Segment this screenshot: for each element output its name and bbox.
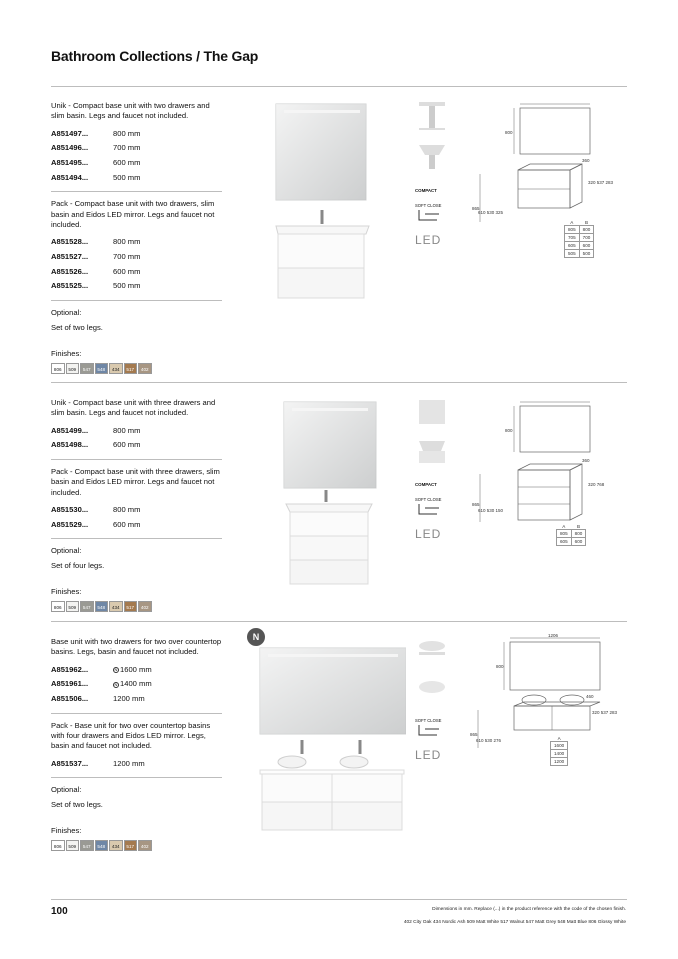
new-badge: N <box>247 628 265 646</box>
reference-row <box>51 250 222 265</box>
dimension-table-cell: 1400 <box>551 750 568 758</box>
drawer-4 <box>332 802 402 830</box>
led-strip <box>268 654 398 657</box>
finish-swatch: 509 <box>66 363 80 374</box>
finish-swatch: 548 <box>95 840 109 851</box>
finish-swatch: 402 <box>138 601 152 612</box>
divider <box>51 777 222 778</box>
reference-size: 1200 mm <box>113 758 145 768</box>
finish-swatch: 547 <box>80 840 94 851</box>
mirror-outline <box>520 108 590 154</box>
product-image-1 <box>264 98 404 308</box>
pack-description: Pack - Base unit for two over countertop basins with four drawers and Eidos LED mirror. Legs, basin and faucet not included. <box>51 720 211 751</box>
reference-row <box>51 424 222 439</box>
reference-row <box>51 518 222 533</box>
basin-front-icon <box>415 398 449 428</box>
reference-row <box>51 757 222 772</box>
basin-side-icon <box>415 141 449 173</box>
drawer-1 <box>290 512 368 536</box>
reference-code: A851498... <box>51 440 89 450</box>
feature-icons-3 <box>415 636 459 762</box>
reference-row <box>51 141 222 156</box>
divider <box>51 459 222 460</box>
new-mark-icon: N <box>114 681 118 687</box>
dimension-table-cell: 505 <box>565 250 580 258</box>
reference-code: A851499... <box>51 425 89 435</box>
footer-note: Dimensions in mm. Replace (...) in the product reference with the code of the chosen finish. <box>432 907 626 912</box>
finish-swatch: 509 <box>66 840 80 851</box>
optional-label: Optional: <box>51 785 82 795</box>
dimension-table-header: B <box>576 524 581 529</box>
dimension-table-grid <box>556 524 586 546</box>
reference-row <box>51 279 222 294</box>
dimension-table <box>564 220 604 268</box>
finishes-label: Finishes: <box>51 826 82 836</box>
product-text-2 <box>51 398 222 612</box>
mirror-outline <box>520 406 590 452</box>
mirror-shade <box>260 648 406 734</box>
finish-swatch: 402 <box>138 840 152 851</box>
reference-size: N 1600 mm <box>114 664 152 674</box>
compact-icon: COMPACT <box>415 188 437 193</box>
divider <box>51 538 222 539</box>
reference-size: 500 mm <box>113 281 141 291</box>
reference-row <box>51 235 222 250</box>
footer-finishes: 402 City Oak 434 Nordic Ash 509 Matt White 517 Walnut 547 Matt Grey 548 Matt Blue 806 Glossy White <box>403 920 626 925</box>
drawer-2 <box>290 536 368 560</box>
basin-left <box>278 756 306 768</box>
finish-swatch: 517 <box>124 363 138 374</box>
finish-swatch: 434 <box>109 601 123 612</box>
mirror-height-label: 800 <box>505 130 513 135</box>
reference-code: A851495... <box>51 158 89 167</box>
dimension-table-cell: 1200 <box>551 758 568 766</box>
mirror-shade <box>284 402 376 488</box>
height-label: 865 <box>470 732 478 737</box>
finish-swatch: 517 <box>124 601 138 612</box>
drawer-top <box>278 234 364 268</box>
divider <box>51 300 222 301</box>
feature-icons-1 <box>415 100 459 247</box>
finish-swatch: 548 <box>95 363 109 374</box>
reference-row <box>51 503 222 518</box>
dimension-table-cell: 800 <box>579 226 594 234</box>
depth-labels: 610 530 325 <box>478 210 504 215</box>
reference-row <box>51 438 222 453</box>
right-labels: 320 537 283 <box>592 710 618 715</box>
divider <box>51 713 222 714</box>
dimension-table-header: B <box>584 220 589 225</box>
reference-size: 700 mm <box>113 143 141 153</box>
basin-front-icon <box>415 636 449 666</box>
mirror-width-label: 1206 <box>548 633 559 638</box>
finish-swatch: 806 <box>51 601 65 612</box>
right-labels: 320 537 283 <box>588 180 614 185</box>
reference-row <box>51 171 222 186</box>
finish-swatch: 434 <box>109 840 123 851</box>
dimension-table-cell: 805 <box>565 226 580 234</box>
mirror-height-label: 800 <box>496 664 504 669</box>
dimension-table-cell: 600 <box>579 242 594 250</box>
drawer-3 <box>290 560 368 584</box>
drawer-2 <box>332 774 402 802</box>
drawer-icon <box>415 208 445 222</box>
cabinet-outline <box>518 470 570 520</box>
soft-close-icon: SOFT CLOSE <box>415 203 442 208</box>
soft-close-icon: SOFT CLOSE <box>415 497 442 502</box>
led-strip <box>284 110 360 113</box>
reference-size: 600 mm <box>113 519 141 529</box>
depth-labels: 610 530 276 <box>476 738 502 743</box>
reference-row <box>51 663 222 678</box>
feature-icons-2 <box>415 398 459 541</box>
drawer-1 <box>262 774 332 802</box>
reference-size: 600 mm <box>113 158 141 167</box>
reference-code: A851962... <box>51 664 89 674</box>
reference-list <box>51 127 222 185</box>
reference-size: 800 mm <box>113 237 141 247</box>
reference-size: N 1400 mm <box>114 679 152 689</box>
basin-side-icon <box>415 437 449 467</box>
optional-text: Set of four legs. <box>51 561 105 571</box>
pack-description: Pack - Compact base unit with three drawers, slim basin and Eidos LED mirror. Legs and faucet not included. <box>51 467 220 497</box>
footer-divider <box>51 899 627 900</box>
dimension-drawing-1 <box>470 98 630 268</box>
optional-text: Set of two legs. <box>51 322 103 332</box>
reference-code: A851525... <box>51 281 89 291</box>
led-icon: LED <box>415 233 442 247</box>
mirror-height-label: 800 <box>505 428 513 433</box>
reference-size: 700 mm <box>113 252 141 261</box>
depth-labels: 610 530 150 <box>478 508 504 513</box>
reference-code: A851496... <box>51 143 89 153</box>
product-description: Unik - Compact base unit with two drawers and slim basin. Legs and faucet not included. <box>51 101 210 121</box>
dimension-table-cell: 700 <box>579 234 594 242</box>
page-number: 100 <box>51 906 68 917</box>
reference-size: 800 mm <box>113 128 141 138</box>
reference-code: A851494... <box>51 172 89 182</box>
dimension-table-cell: 1600 <box>551 742 568 750</box>
section-divider <box>51 382 627 383</box>
optional-label: Optional: <box>51 307 82 317</box>
optional-label: Optional: <box>51 546 82 556</box>
dimension-table-cell: 605 <box>557 538 572 546</box>
height-label: 865 <box>472 206 480 211</box>
product-description: Base unit with two drawers for two over countertop basins. Legs, basin and faucet not included. <box>51 637 222 657</box>
dimension-table-header: A <box>557 736 561 741</box>
drawer-bottom <box>278 268 364 298</box>
compact-icon: COMPACT <box>415 482 437 487</box>
led-icon: LED <box>415 527 442 541</box>
basin-side-icon <box>415 675 449 705</box>
basin-front-icon <box>415 100 449 132</box>
finish-swatches <box>51 601 222 612</box>
reference-code: A851497... <box>51 128 89 138</box>
optional-text: Set of two legs. <box>51 800 103 810</box>
dimension-table-cell: 805 <box>557 530 572 538</box>
finish-swatch: 434 <box>109 363 123 374</box>
divider <box>51 191 222 192</box>
drawer-icon <box>415 723 445 737</box>
product-description: Unik - Compact base unit with three drawers and slim basin. Legs and faucet not included. <box>51 398 216 418</box>
mirror-shade <box>276 104 366 200</box>
finishes-label: Finishes: <box>51 587 82 597</box>
led-strip <box>292 408 368 411</box>
dimension-table <box>550 736 590 772</box>
right-labels: 320 768 <box>588 482 605 487</box>
mirror-outline <box>510 642 600 690</box>
reference-size: 1200 mm <box>113 694 145 703</box>
finish-swatch: 806 <box>51 363 65 374</box>
reference-code: A851526... <box>51 266 89 276</box>
dimension-table-header: A <box>570 220 574 225</box>
reference-size: 600 mm <box>113 440 141 450</box>
product-text-1 <box>51 101 222 374</box>
reference-code: A851530... <box>51 505 89 515</box>
reference-row <box>51 692 222 707</box>
finishes-label: Finishes: <box>51 348 82 358</box>
reference-code: A851527... <box>51 252 89 261</box>
side-label: 460 <box>586 694 594 699</box>
dimension-table <box>556 524 596 554</box>
reference-size: 800 mm <box>113 505 141 515</box>
drawer-3 <box>262 802 332 830</box>
reference-row <box>51 127 222 142</box>
dimension-table-grid <box>564 220 594 258</box>
dimension-table-cell: 800 <box>571 530 586 538</box>
basin <box>286 504 372 512</box>
finish-swatch: 547 <box>80 601 94 612</box>
finish-swatch: 806 <box>51 840 65 851</box>
dimension-table-cell: 705 <box>565 234 580 242</box>
reference-row <box>51 677 222 692</box>
reference-list <box>51 757 222 772</box>
finish-swatch: 517 <box>124 840 138 851</box>
reference-code: A851529... <box>51 519 89 529</box>
reference-row <box>51 265 222 280</box>
led-icon: LED <box>415 748 442 762</box>
finish-swatch: 402 <box>138 363 152 374</box>
side-label: 360 <box>582 158 590 163</box>
dimension-drawing-2 <box>470 394 630 564</box>
reference-size: 500 mm <box>113 172 141 182</box>
reference-code: A851528... <box>51 237 89 247</box>
reference-size: 600 mm <box>113 266 141 276</box>
basin <box>276 226 369 234</box>
dimension-table-header: A <box>562 524 566 529</box>
height-label: 865 <box>472 502 480 507</box>
dimension-table-cell: 605 <box>565 242 580 250</box>
reference-list <box>51 424 222 453</box>
reference-code: A851961... <box>51 679 89 689</box>
dimension-drawing-3 <box>470 632 630 772</box>
soft-close-icon: SOFT CLOSE <box>415 718 442 723</box>
reference-code: A851506... <box>51 694 89 703</box>
countertop <box>260 770 404 774</box>
reference-row <box>51 156 222 171</box>
pack-description: Pack - Compact base unit with two drawers, slim basin and Eidos LED mirror. Legs and faucet not included. <box>51 199 215 229</box>
finish-swatches <box>51 840 222 851</box>
dimension-table-cell: 600 <box>571 538 586 546</box>
product-image-3 <box>258 644 406 834</box>
product-image-2 <box>276 396 386 606</box>
basin-right <box>340 756 368 768</box>
finish-swatches <box>51 363 222 374</box>
reference-size: 800 mm <box>113 425 141 435</box>
side-label: 360 <box>582 458 590 463</box>
page-title: Bathroom Collections / The Gap <box>51 48 259 64</box>
product-text-3 <box>51 637 222 851</box>
finish-swatch: 547 <box>80 363 94 374</box>
reference-list <box>51 235 222 293</box>
finish-swatch: 548 <box>95 601 109 612</box>
reference-code: A851537... <box>51 758 89 768</box>
dimension-table-grid <box>550 736 568 766</box>
reference-list <box>51 503 222 532</box>
section-divider <box>51 621 627 622</box>
dimension-table-cell: 500 <box>579 250 594 258</box>
drawer-icon <box>415 502 445 516</box>
reference-list <box>51 663 222 707</box>
top-divider <box>51 86 627 87</box>
new-mark-icon: N <box>114 667 118 673</box>
finish-swatch: 509 <box>66 601 80 612</box>
